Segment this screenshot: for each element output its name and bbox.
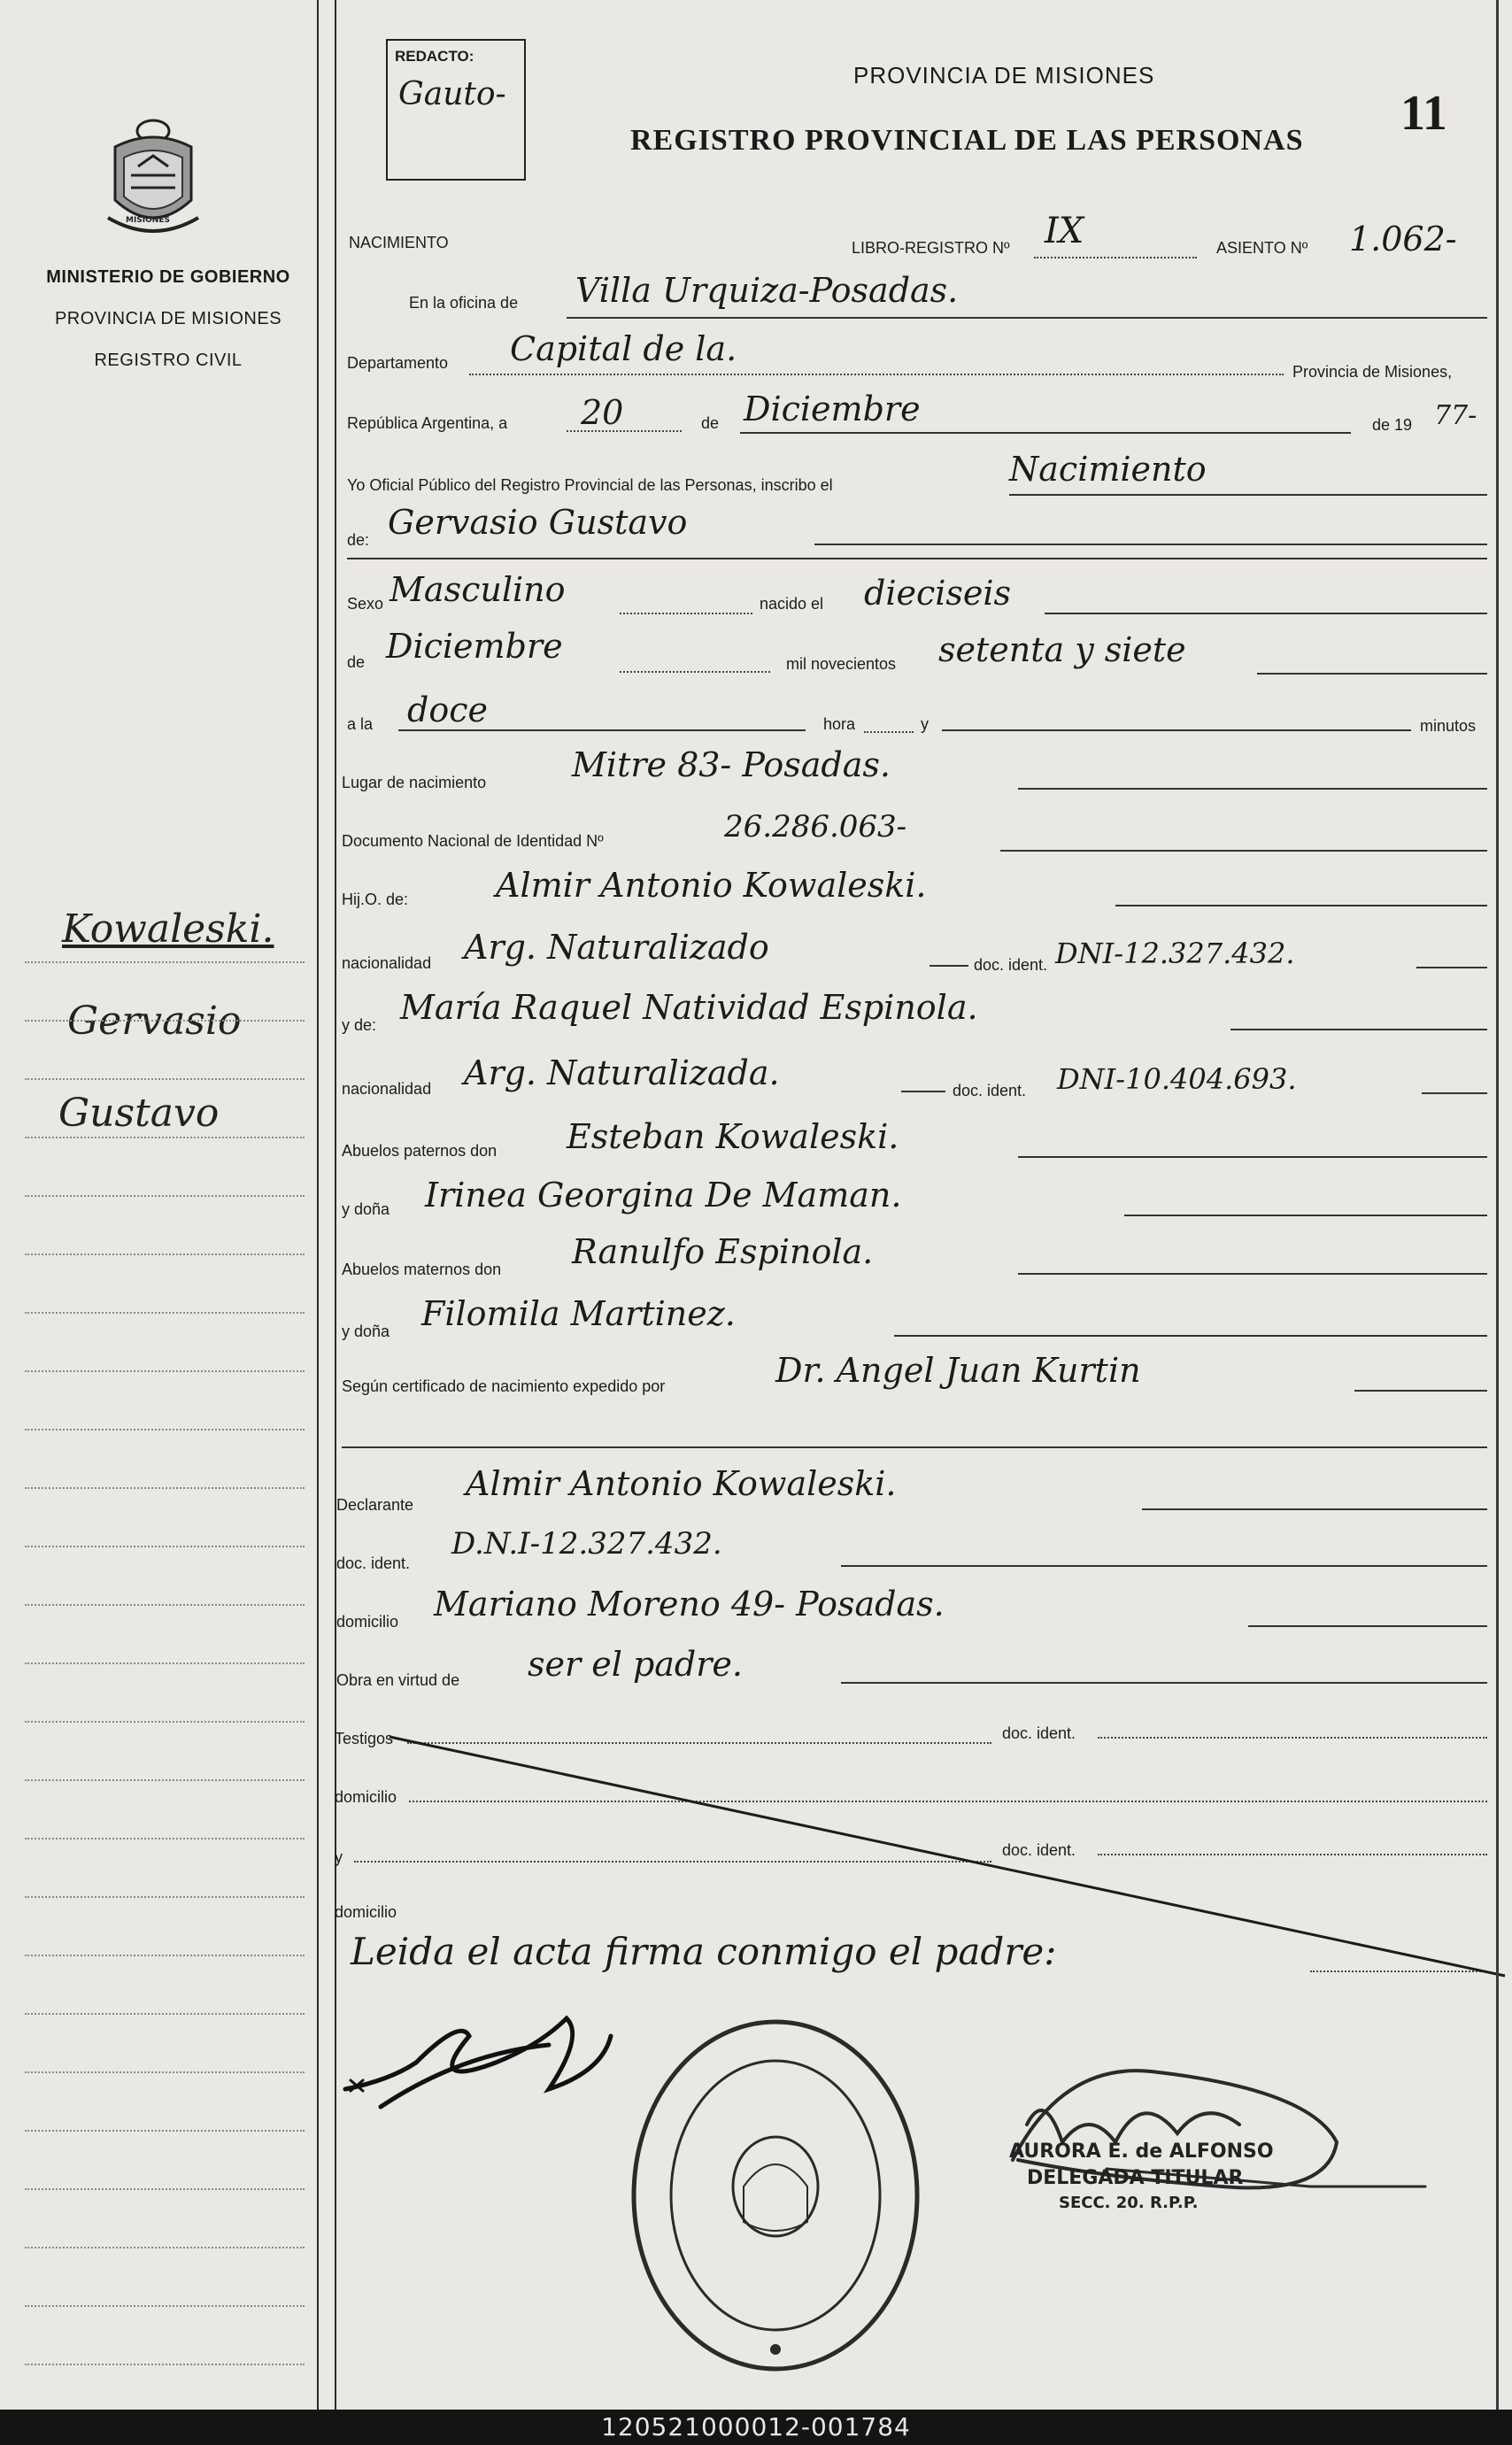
nac-madre-value: Arg. Naturalizada. <box>464 1053 780 1092</box>
decl-doc-value: D.N.I-12.327.432. <box>451 1526 722 1562</box>
de-colon-label: de: <box>347 531 370 549</box>
sexo-label: Sexo <box>347 595 384 613</box>
year-value: 77- <box>1434 400 1477 431</box>
ab-mat2-label: y doña <box>342 1323 390 1340</box>
footer-image-id: 120521000012-001784 <box>601 2412 911 2441</box>
redacto-value: Gauto- <box>398 76 506 112</box>
ministry-province: PROVINCIA DE MISIONES <box>54 309 282 328</box>
mes-value: Diciembre <box>386 627 563 666</box>
segun-value: Dr. Angel Juan Kurtin <box>775 1351 1141 1390</box>
nac-madre-label: nacionalidad <box>342 1080 432 1098</box>
de2-label: de <box>347 653 366 671</box>
testigos-strike-line <box>390 1737 1505 1976</box>
ab-pat-label: Abuelos paternos don <box>342 1142 498 1160</box>
testigos-doc2-label: doc. ident. <box>1002 1841 1076 1859</box>
official-section-stamp: SECC. 20. R.P.P. <box>1059 2194 1199 2212</box>
asiento-label: ASIENTO Nº <box>1216 239 1308 257</box>
lugar-value: Mitre 83- Posadas. <box>572 745 891 784</box>
anio-letras-value: setenta y siete <box>938 630 1186 669</box>
y-label: y <box>921 715 929 733</box>
nacido-label: nacido el <box>760 595 824 613</box>
ab-pat-value: Esteban Kowaleski. <box>567 1117 899 1156</box>
registry-title: REGISTRO PROVINCIAL DE LAS PERSONAS <box>630 124 1304 157</box>
nac-padre-label: nacionalidad <box>342 954 432 972</box>
oficina-value: Villa Urquiza-Posadas. <box>575 271 959 310</box>
day-value: 20 <box>581 393 624 432</box>
hora-value: doce <box>407 690 488 729</box>
ab-pat2-label: y doña <box>342 1200 390 1218</box>
dni-label: Documento Nacional de Identidad Nº <box>342 832 604 850</box>
ab-mat2-value: Filomila Martinez. <box>421 1294 736 1333</box>
declarante-label: Declarante <box>336 1496 414 1514</box>
crest-text: MISIONES <box>126 216 170 225</box>
province-title: PROVINCIA DE MISIONES <box>853 62 1155 89</box>
official-name-stamp: AURORA E. de ALFONSO <box>1009 2140 1274 2163</box>
ab-mat-label: Abuelos maternos don <box>342 1261 502 1278</box>
asiento-value: 1.062- <box>1349 220 1457 258</box>
decl-doc-label: doc. ident. <box>336 1554 411 1572</box>
ala-label: a la <box>347 715 374 733</box>
hora-label: hora <box>823 715 856 733</box>
libro-label: LIBRO-REGISTRO Nº <box>852 239 1010 257</box>
hijo-label: Hij.O. de: <box>342 891 409 908</box>
mil-label: mil novecientos <box>786 655 897 673</box>
declarante-value: Almir Antonio Kowaleski. <box>466 1464 897 1503</box>
yde-label: y de: <box>342 1016 377 1034</box>
doc-madre-value: DNI-10.404.693. <box>1057 1062 1297 1096</box>
segun-label: Según certificado de nacimiento expedido por <box>342 1377 666 1395</box>
right-vertical-rule <box>1496 0 1499 2410</box>
nac-padre-value: Arg. Naturalizado <box>464 928 769 967</box>
domicilio-label: domicilio <box>336 1613 399 1631</box>
acto-value: Nacimiento <box>1009 450 1207 489</box>
oficial-label: Yo Oficial Público del Registro Provincial de las Personas, inscribo el <box>347 476 833 494</box>
domicilio-value: Mariano Moreno 49- Posadas. <box>434 1585 945 1624</box>
departamento-label: Departamento <box>347 354 449 372</box>
closing-statement: Leida el acta firma conmigo el padre: <box>351 1930 1057 1973</box>
nacido-value: dieciseis <box>864 574 1012 613</box>
obra-value: ser el padre. <box>528 1645 743 1684</box>
round-seal-icon <box>634 2022 917 2369</box>
margin-surname: Kowaleski. <box>62 906 274 952</box>
official-title-stamp: DELEGADA TITULAR <box>1027 2167 1244 2189</box>
ministry-registry: REGISTRO CIVIL <box>94 351 243 370</box>
testigos-label: Testigos <box>335 1730 394 1747</box>
ab-mat-value: Ranulfo Espinola. <box>572 1232 874 1271</box>
oficina-label: En la oficina de <box>409 294 519 312</box>
padre-value: Almir Antonio Kowaleski. <box>496 866 927 905</box>
nombre-value: Gervasio Gustavo <box>388 503 688 542</box>
libro-value: IX <box>1045 211 1084 251</box>
ab-pat2-value: Irinea Georgina De Maman. <box>425 1176 902 1215</box>
doc-padre-value: DNI-12.327.432. <box>1055 937 1295 970</box>
obra-label: Obra en virtud de <box>336 1671 460 1689</box>
departamento-value: Capital de la. <box>510 329 737 368</box>
madre-value: María Raquel Natividad Espinola. <box>400 988 978 1027</box>
margin-first-name: Gervasio <box>67 999 242 1044</box>
provincia-suffix: Provincia de Misiones, <box>1292 363 1453 381</box>
lugar-label: Lugar de nacimiento <box>342 774 487 791</box>
month-value: Diciembre <box>744 390 921 428</box>
dni-value: 26.286.063- <box>724 809 907 845</box>
minutos-label: minutos <box>1420 717 1477 735</box>
page-number: 11 <box>1400 86 1447 141</box>
year-label: de 19 <box>1372 416 1413 434</box>
de-label: de <box>701 414 720 432</box>
testigos-y-label: y <box>335 1848 343 1866</box>
republica-label: República Argentina, a <box>347 414 508 432</box>
doc-madre-label: doc. ident. <box>953 1082 1027 1099</box>
ministry-title: MINISTERIO DE GOBIERNO <box>46 267 290 287</box>
record-type-label: NACIMIENTO <box>349 234 449 251</box>
doc-padre-label: doc. ident. <box>974 956 1048 974</box>
testigos-domicilio-label: domicilio <box>335 1788 397 1806</box>
testigos-domicilio2-label: domicilio <box>335 1903 397 1921</box>
sexo-value: Masculino <box>390 570 566 609</box>
redacto-label: REDACTO: <box>395 48 474 65</box>
father-signature <box>345 2018 611 2107</box>
testigos-doc-label: doc. ident. <box>1002 1724 1076 1742</box>
margin-second-name: Gustavo <box>58 1091 220 1136</box>
